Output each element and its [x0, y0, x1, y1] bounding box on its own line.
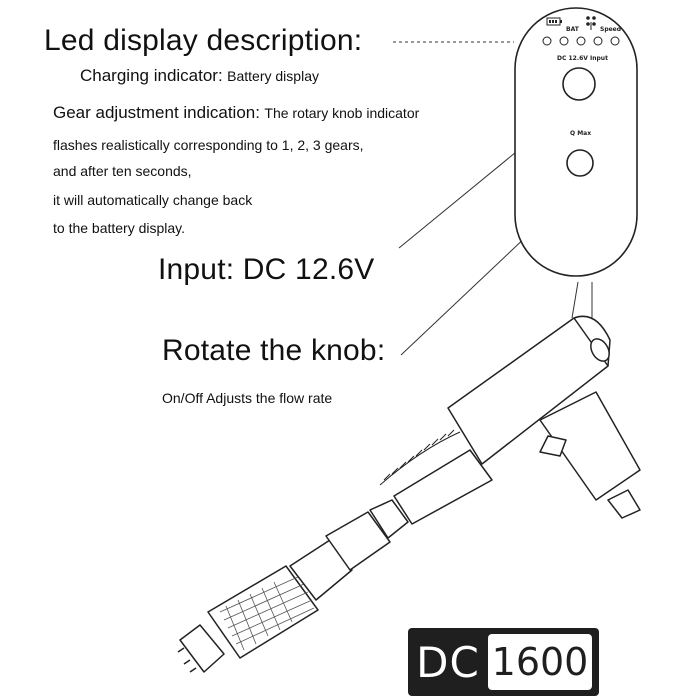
pump-device: [178, 316, 640, 672]
led-indicator-4: [594, 37, 602, 45]
brand-badge-model: 1600: [488, 634, 592, 690]
gear-desc-line-5: to the battery display.: [53, 220, 186, 236]
gear-indication-desc: The rotary knob indicator: [264, 105, 420, 121]
brand-badge: [408, 628, 599, 696]
rotate-knob-desc: On/Off Adjusts the flow rate: [162, 390, 333, 406]
dc-input-label: DC 12.6V Input: [557, 55, 608, 62]
gear-desc-line-2: flashes realistically corresponding to 1, 2, 3 gears,: [53, 137, 364, 153]
gear-desc-line-4: it will automatically change back: [53, 192, 253, 208]
brand-badge-prefix: DC: [416, 637, 480, 687]
dc-input-port: [563, 68, 595, 100]
charging-indicator-desc: Battery display: [227, 68, 319, 84]
input-voltage-label: Input: DC 12.6V: [158, 253, 375, 286]
charging-indicator-label: Charging indicator:: [80, 66, 223, 85]
speed-label: Speed: [600, 26, 622, 33]
control-panel-outline: [515, 8, 637, 276]
gear-indication-label: Gear adjustment indication:: [53, 103, 260, 122]
bat-label: BAT: [566, 26, 579, 33]
led-indicator-1: [543, 37, 551, 45]
led-indicator-5: [611, 37, 619, 45]
rotary-knob: [567, 150, 593, 176]
led-display-title: Led display description:: [44, 24, 363, 57]
gear-desc-line-3: and after ten seconds,: [53, 163, 192, 179]
panel-connector-line-left: [572, 282, 578, 318]
led-indicator-2: [560, 37, 568, 45]
rotate-knob-title: Rotate the knob:: [162, 334, 386, 367]
led-indicator-3: [577, 37, 585, 45]
qmax-label: Q Max: [570, 130, 592, 137]
